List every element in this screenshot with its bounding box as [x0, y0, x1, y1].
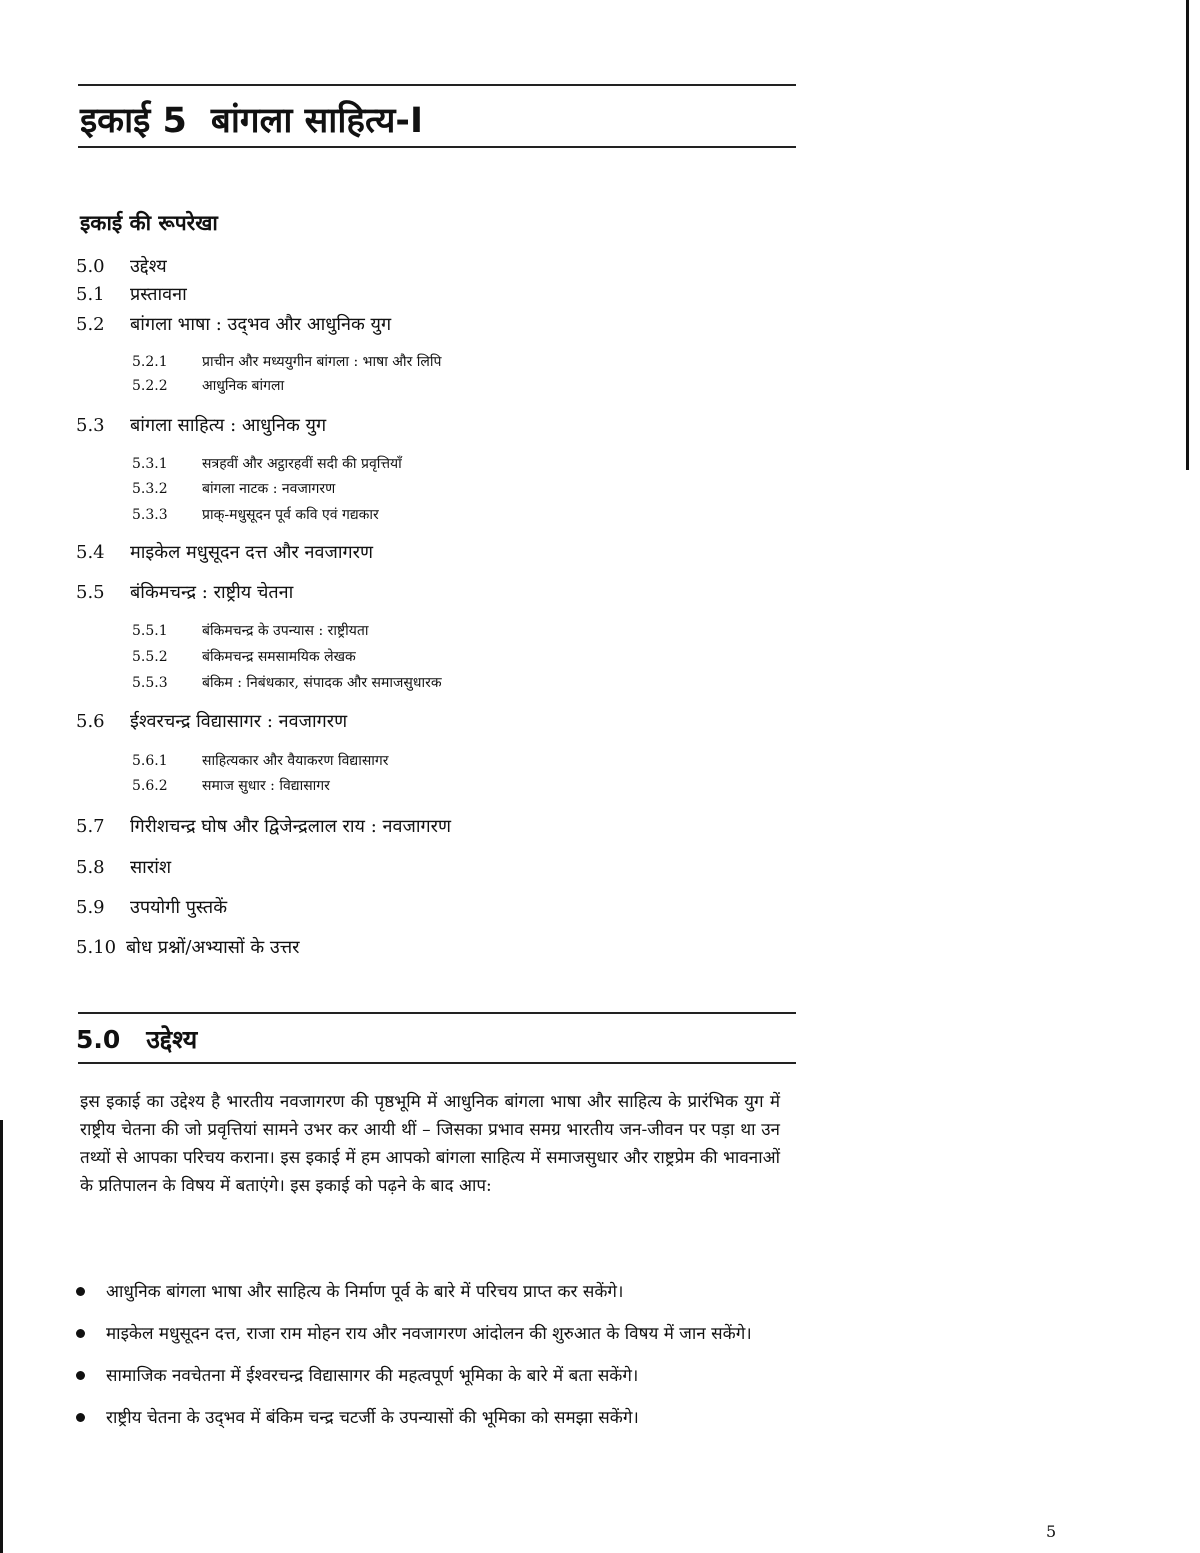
toc-number: 5.5.3	[132, 675, 168, 691]
toc-number: 5.6.2	[132, 778, 168, 794]
toc-text: प्राचीन और मध्ययुगीन बांगला : भाषा और लिपि	[202, 354, 442, 370]
toc-text: बांगला साहित्य : आधुनिक युग	[130, 415, 327, 436]
toc-number: 5.7	[76, 816, 105, 837]
right-margin-bar	[1186, 0, 1189, 470]
toc-number: 5.4	[76, 542, 105, 563]
toc-text: बंकिम : निबंधकार, संपादक और समाजसुधारक	[202, 675, 442, 691]
toc-number: 5.5.2	[132, 649, 168, 665]
list-item-text: माइकेल मधुसूदन दत्त, राजा राम मोहन राय और नवजागरण आंदोलन की शुरुआत के विषय में जान सकेंगे।	[106, 1324, 752, 1344]
list-item	[74, 1320, 786, 1348]
toc-item[interactable]	[76, 580, 293, 606]
toc-text: ईश्वरचन्द्र विद्यासागर : नवजागरण	[130, 711, 348, 732]
toc-number: 5.6	[76, 711, 105, 732]
list-item	[74, 1404, 786, 1432]
toc-text: सारांश	[130, 857, 172, 878]
toc-text: गिरीशचन्द्र घोष और द्विजेन्द्रलाल राय : नवजागरण	[130, 816, 452, 837]
toc-text: प्राक्-मधुसूदन पूर्व कवि एवं गद्यकार	[202, 507, 379, 523]
toc-number: 5.3.2	[132, 481, 168, 497]
toc-item[interactable]	[76, 540, 373, 566]
objective-paragraph: इस इकाई का उद्देश्य है भारतीय नवजागरण की पृष्ठभूमि में आधुनिक बांगला भाषा और साहित्य के प्रारंभिक युग में राष्ट्रीय चेतना की जो प्रवृत्तियां सामने उभर कर आयी थीं – जिसका प्रभाव समग्र भारतीय जन-जीवन पर पड़ा था उन तथ्यों से आपका परिचय कराना। इस इकाई में हम आपको बांगला साहित्य में समाजसुधार और राष्ट्रप्रेम की भावनाओं के प्रतिपालन के विषय में बताएंगे। इस इकाई को पढ़ने के बाद आप:	[80, 1092, 780, 1196]
toc-text: बंकिमचन्द्र समसामयिक लेखक	[202, 649, 356, 665]
toc-text: साहित्यकार और वैयाकरण विद्यासागर	[202, 753, 389, 769]
toc-subitem[interactable]	[132, 454, 402, 474]
toc-item[interactable]	[76, 855, 171, 881]
toc-subitem[interactable]	[132, 647, 356, 667]
toc-number: 5.6.1	[132, 753, 168, 769]
toc-number: 5.5.1	[132, 623, 168, 639]
toc-subitem[interactable]	[132, 673, 442, 693]
objective-list	[74, 1278, 786, 1446]
toc-subitem[interactable]	[132, 352, 442, 372]
toc-text: सत्रहवीं और अट्ठारहवीं सदी की प्रवृत्तियाँ	[202, 456, 402, 472]
toc-text: बंकिमचन्द्र : राष्ट्रीय चेतना	[130, 582, 294, 603]
toc-text: उद्देश्य	[130, 256, 167, 277]
title-bottom-rule	[78, 146, 796, 148]
toc-text: बांगला भाषा : उद्‌भव और आधुनिक युग	[130, 314, 392, 335]
toc-number: 5.1	[76, 284, 105, 305]
toc-item[interactable]	[76, 709, 347, 735]
toc-number: 5.2.1	[132, 354, 168, 370]
toc-text: समाज सुधार : विद्यासागर	[202, 778, 330, 794]
toc-subitem[interactable]	[132, 751, 389, 771]
toc-number: 5.5	[76, 582, 105, 603]
toc-text: माइकेल मधुसूदन दत्त और नवजागरण	[130, 542, 374, 563]
toc-item[interactable]	[76, 282, 187, 308]
unit-title-text: बांगला साहित्य-I	[210, 101, 423, 141]
toc-subitem[interactable]	[132, 376, 284, 396]
bullet-icon	[76, 1371, 85, 1380]
section-bottom-rule	[78, 1062, 796, 1064]
bullet-icon	[76, 1287, 85, 1296]
toc-text: आधुनिक बांगला	[202, 378, 285, 394]
left-margin-bar	[0, 1120, 3, 1553]
toc-number: 5.3.1	[132, 456, 168, 472]
toc-item[interactable]	[76, 413, 326, 439]
toc-text: उपयोगी पुस्तकें	[130, 897, 228, 918]
list-item-text: राष्ट्रीय चेतना के उद्‌भव में बंकिम चन्द्र चटर्जी के उपन्यासों की भूमिका को समझा सकेंगे।	[106, 1408, 639, 1428]
toc-text: बंकिमचन्द्र के उपन्यास : राष्ट्रीयता	[202, 623, 369, 639]
section-number: 5.0	[76, 1025, 121, 1054]
toc-text: बोध प्रश्नों/अभ्यासों के उत्तर	[126, 937, 300, 958]
unit-title	[80, 96, 423, 146]
toc-item[interactable]	[76, 312, 391, 338]
toc-number: 5.8	[76, 857, 105, 878]
toc-text: प्रस्तावना	[130, 284, 187, 305]
unit-number: इकाई 5	[80, 101, 187, 141]
bullet-icon	[76, 1413, 85, 1422]
list-item	[74, 1362, 786, 1390]
toc-number: 5.3	[76, 415, 105, 436]
section-heading	[76, 1022, 197, 1058]
toc-subitem[interactable]	[132, 505, 379, 525]
outline-heading: इकाई की रूपरेखा	[80, 211, 218, 235]
section-top-rule	[78, 1012, 796, 1014]
toc-number: 5.0	[76, 256, 105, 277]
toc-subitem[interactable]	[132, 479, 335, 499]
toc-number: 5.9	[76, 897, 105, 918]
toc-text: बांगला नाटक : नवजागरण	[202, 481, 336, 497]
title-top-rule	[78, 84, 796, 86]
bullet-icon	[76, 1329, 85, 1338]
page-number: 5	[1046, 1522, 1057, 1541]
toc-item[interactable]	[76, 895, 227, 921]
toc-number: 5.3.3	[132, 507, 168, 523]
list-item-text: आधुनिक बांगला भाषा और साहित्य के निर्माण पूर्व के बारे में परिचय प्राप्त कर सकेंगे।	[106, 1282, 624, 1302]
toc-number: 5.10	[76, 937, 117, 958]
toc-item[interactable]	[76, 935, 300, 961]
toc-number: 5.2.2	[132, 378, 168, 394]
toc-subitem[interactable]	[132, 621, 369, 641]
toc-subitem[interactable]	[132, 776, 330, 796]
toc-item[interactable]	[76, 814, 451, 840]
section-title: उद्देश्य	[146, 1025, 198, 1054]
toc-item[interactable]	[76, 254, 167, 280]
list-item-text: सामाजिक नवचेतना में ईश्वरचन्द्र विद्यासागर की महत्वपूर्ण भूमिका के बारे में बता सकेंगे।	[106, 1366, 639, 1386]
list-item	[74, 1278, 786, 1306]
toc-number: 5.2	[76, 314, 105, 335]
